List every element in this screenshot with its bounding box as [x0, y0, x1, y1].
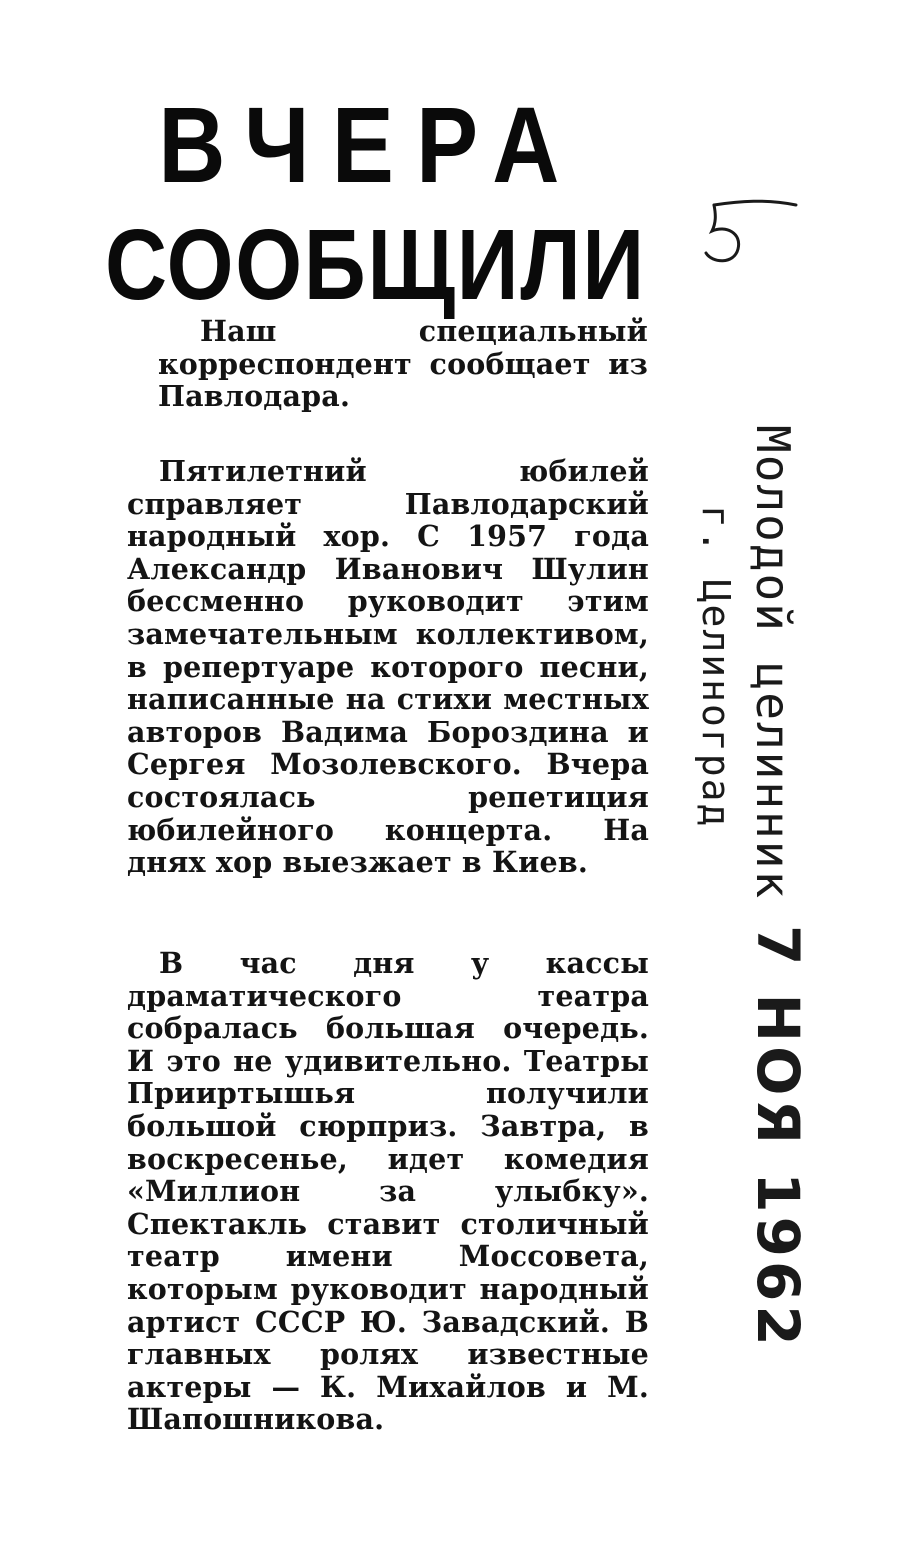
- stamp-city: г. Целиноград: [694, 505, 738, 829]
- stamp-newspaper-name: Молодой целинник: [746, 425, 800, 901]
- paragraph-text: Пятилетний юбилей справляет Павлодарский народный хор. С 1957 года Александр Иванович Шулин бессменно руководит этим замечательным коллективом, в репертуаре которого песни, написанные на стихи местных авторов Вадима Бороздина и Сергея Мозолевского. Вчера состоялась репетиция юбилейного концерта. На днях хор выезжает в Киев.: [127, 454, 649, 880]
- headline-line-2: СООБЩИЛИ: [105, 209, 646, 321]
- article-paragraph-theatre: [127, 947, 649, 1436]
- headline: [105, 85, 665, 325]
- article-paragraph-choir: [127, 455, 649, 879]
- lead-text: Наш специальный корреспондент сообщает из Павлодара.: [158, 314, 648, 414]
- handwritten-page-number: [700, 195, 800, 275]
- paragraph-text: В час дня у кассы драматического театра собралась большая очередь. И это не удивительно. Театры Прииртышья получили большой сюрприз. Завтра, в воскресенье, идет комедия «Миллион за улыбку». Спектакль ставит столичный театр имени Моссовета, которым руководит народный артист СССР Ю. Завадский. В главных ролях известные актеры — К. Михайлов и М. Шапошникова.: [127, 946, 649, 1437]
- headline-line-1: ВЧЕРА: [158, 84, 582, 205]
- stamp-date: 7 НОЯ 1962: [744, 925, 812, 1350]
- lead-paragraph: [158, 315, 648, 413]
